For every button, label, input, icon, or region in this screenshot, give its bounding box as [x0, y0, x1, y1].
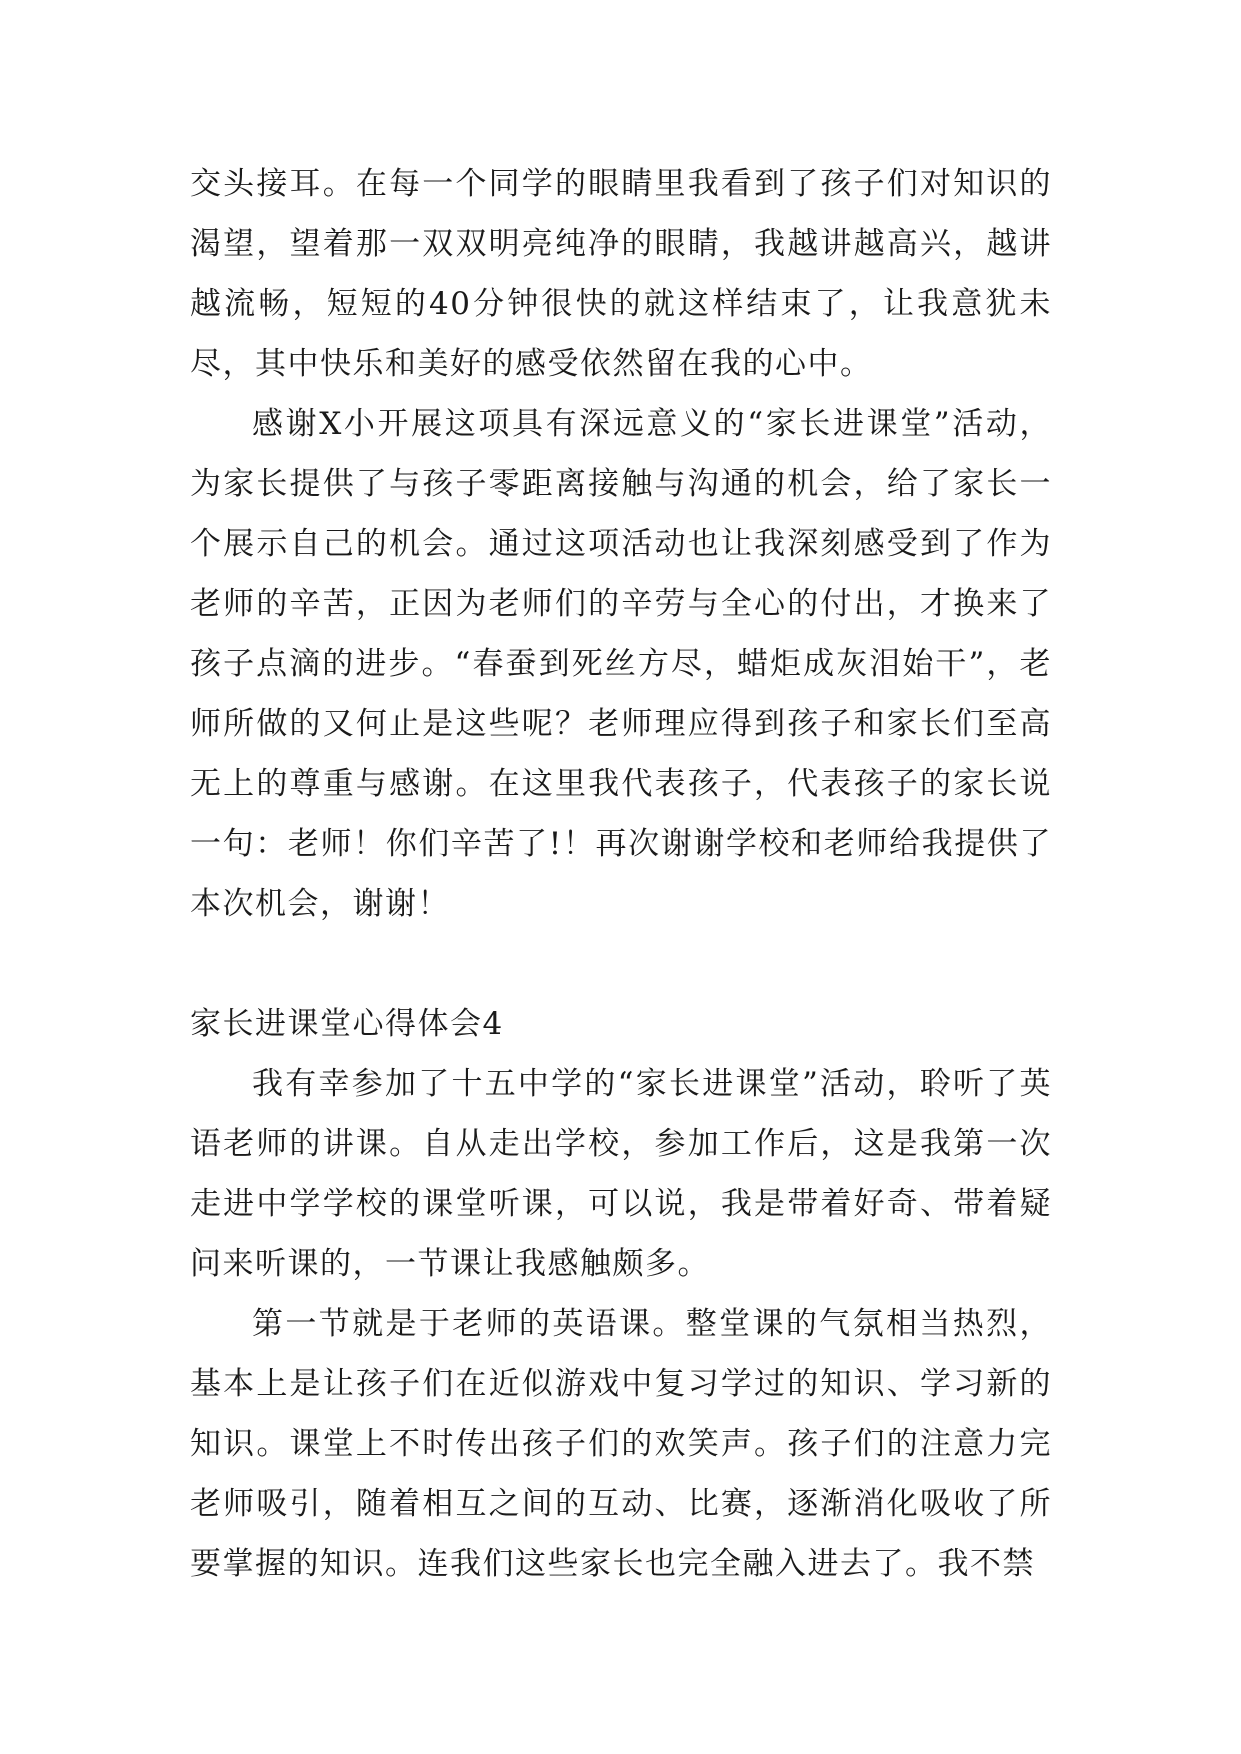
paragraph-english-class: 第一节就是于老师的英语课。整堂课的气氛相当热烈，基本上是让孩子们在近似游戏中复习学过的知识、学习新的知识。课堂上不时传出孩子们的欢笑声。孩子们的注意力完老师吸引，随着相互之间的互动、比赛，逐渐消化吸收了所要掌握的知识。连我们这些家长也完全融入进去了。我不禁: [190, 1306, 1052, 1582]
paragraph-continuation: 交头接耳。在每一个同学的眼睛里我看到了孩子们对知识的渴望，望着那一双双明亮纯净的眼睛，我越讲越高兴，越讲越流畅，短短的40分钟很快的就这样结束了，让我意犹未尽，其中快乐和美好的感受依然留在我的心中。: [190, 166, 1052, 382]
section-heading: 家长进课堂心得体会4: [190, 1006, 504, 1042]
document-body: [190, 154, 1052, 1594]
paragraph-thanks: 感谢X小开展这项具有深远意义的“家长进课堂”活动，为家长提供了与孩子零距离接触与沟通的机会，给了家长一个展示自己的机会。通过这项活动也让我深刻感受到了作为老师的辛苦，正因为老师们的辛劳与全心的付出，才换来了孩子点滴的进步。“春蚕到死丝方尽，蜡炬成灰泪始干”，老师所做的又何止是这些呢？老师理应得到孩子和家长们至高无上的尊重与感谢。在这里我代表孩子，代表孩子的家长说一句：老师！你们辛苦了!！再次谢谢学校和老师给我提供了本次机会，谢谢！: [190, 406, 1052, 922]
paragraph-intro: 我有幸参加了十五中学的“家长进课堂”活动，聆听了英语老师的讲课。自从走出学校，参加工作后，这是我第一次走进中学学校的课堂听课，可以说，我是带着好奇、带着疑问来听课的，一节课让我感触颇多。: [190, 1066, 1052, 1282]
